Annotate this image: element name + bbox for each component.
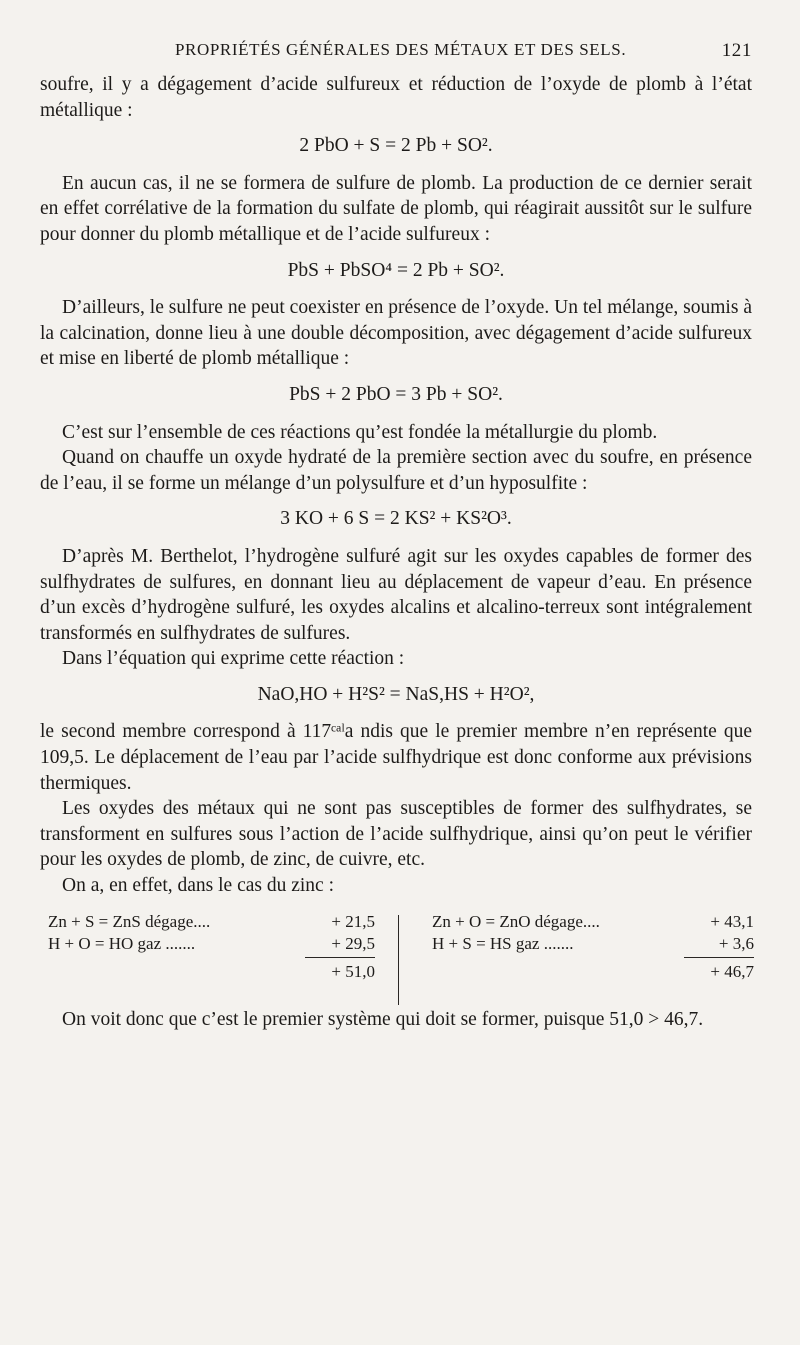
page-body (40, 72, 752, 1032)
calc-left-row-2 (40, 933, 375, 955)
calc-right-sum-rule (684, 957, 754, 958)
calc-right-total: + 46,7 (710, 961, 754, 981)
calc-left-row-2-value: + 29,5 (331, 933, 375, 953)
calc-right-row-1-value: + 43,1 (710, 911, 754, 931)
calc-left-total: + 51,0 (331, 961, 375, 981)
paragraph-2: En aucun cas, il ne se formera de sulfure de plomb. La production de ce dernier serait en effet corrélative de la formation du sulfate de plomb, qui réagirait aussitôt sur le sulfure pour donner du plomb métallique et de l’acide sulfureux : (40, 172, 752, 245)
calc-right-row-2-expr: H + S = HS gaz ....... (432, 933, 574, 953)
paragraph-4: C’est sur l’ensemble de ces réactions qu’est fondée la métallurgie du plomb. (62, 421, 658, 443)
calc-left-row-1-value: + 21,5 (331, 911, 375, 931)
calc-right-row-2 (424, 933, 754, 955)
calc-left-row-1-expr: Zn + S = ZnS dégage.... (48, 911, 211, 931)
calc-left-row-1 (40, 911, 375, 933)
calc-left-row-2-expr: H + O = HO gaz ....... (48, 933, 196, 953)
paragraph-1: soufre, il y a dégagement d’acide sulfureux et réduction de l’oxyde de plomb à l’état métallique : (40, 74, 752, 121)
equation-5: NaO,HO + H²S² = NaS,HS + H²O², (257, 683, 535, 705)
calc-right-row-1 (424, 911, 754, 933)
calc-right-row-2-value: + 3,6 (718, 933, 754, 953)
calc-left-sum-rule (305, 957, 375, 958)
running-header (40, 40, 752, 66)
calc-left-column (40, 911, 375, 981)
paragraph-8: le second membre correspond à 117ᶜᵃˡa ndis que le premier membre n’en représente que 109,5. Le déplacement de l’eau par l’acide sulfhydrique est donc conforme aux prévisions thermiques. (40, 721, 752, 794)
equation-1: 2 PbO + S = 2 Pb + SO². (299, 135, 493, 157)
calc-right-column (424, 911, 754, 981)
paragraph-10: On a, en effet, dans le cas du zinc : (62, 875, 334, 897)
thermochemical-comparison (40, 911, 752, 1007)
calc-divider (398, 915, 399, 1005)
paragraph-5: Quand on chauffe un oxyde hydraté de la première section avec du soufre, en présence de l’eau, il se forme un mélange d’un polysulfure et d’un hyposulfite : (40, 447, 752, 494)
paragraph-11: On voit donc que c’est le premier système qui doit se former, puisque 51,0 > 46,7. (62, 1008, 704, 1030)
paragraph-7: Dans l’équation qui exprime cette réaction : (62, 648, 405, 670)
paragraph-3: D’ailleurs, le sulfure ne peut coexister en présence de l’oxyde. Un tel mélange, soumis à la calcination, donne lieu à une double décomposition, avec dégagement d’acide sulfureux et mise en liberté de plomb métallique : (40, 297, 752, 370)
header-title: PROPRIÉTÉS GÉNÉRALES DES MÉTAUX ET DES SELS. (175, 40, 627, 59)
equation-4: 3 KO + 6 S = 2 KS² + KS²O³. (280, 508, 512, 530)
equation-3: PbS + 2 PbO = 3 Pb + SO². (289, 383, 503, 405)
paragraph-6: D’après M. Berthelot, l’hydrogène sulfuré agit sur les oxydes capables de former des sulfhydrates de sulfures, en donnant lieu au déplacement de vapeur d’eau. En présence d’un excès d’hydrogène sulfuré, les oxydes alcalins et alcalino-terreux sont intégralement transformés en sulfhydrates de sulfures. (40, 545, 752, 644)
calc-right-row-1-expr: Zn + O = ZnO dégage.... (432, 911, 600, 931)
paragraph-9: Les oxydes des métaux qui ne sont pas susceptibles de former des sulfhydrates, se transforment en sulfures sous l’action de l’acide sulfhydrique, ainsi qu’on peut le vérifier pour les oxydes de plomb, de zinc, de cuivre, etc. (40, 798, 752, 871)
page-number: 121 (721, 40, 752, 61)
equation-2: PbS + PbSO⁴ = 2 Pb + SO². (287, 259, 505, 281)
